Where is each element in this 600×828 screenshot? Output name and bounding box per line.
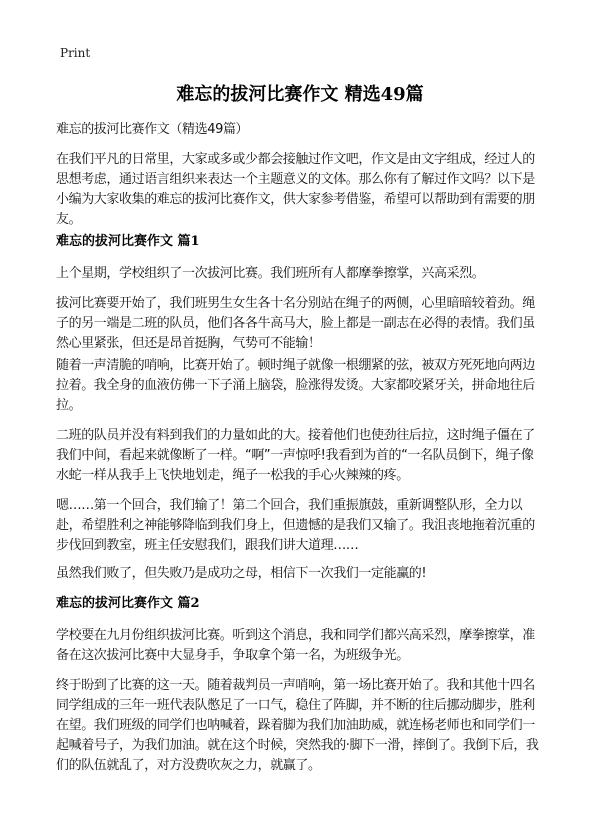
- paragraph: 二班的队员并没有料到我们的力量如此的大。接着他们也使劲往后拉，这时绳子僵在了我们中间，看起来就像断了一样。“啊”一声惊呼!我看到为首的“一名队员倒下，绳子像水蛇一样从我手上飞快地划走，绳子一松我的手心火辣辣的疼。: [56, 428, 535, 483]
- paragraph: 随着一声清脆的哨响，比赛开始了。顿时绳子就像一根绷紧的弦，被双方死死地向两边拉着。我全身的血液仿佛一下子涌上脑袋，脸涨得发烫。大家都咬紧牙关，拼命地往后拉。: [56, 358, 535, 413]
- paragraph: 虽然我们败了，但失败乃是成功之母，相信下一次我们一定能赢的!: [56, 566, 427, 581]
- intro-paragraph: 在我们平凡的日常里，大家或多或少都会接触过作文吧，作文是由文字组成，经过人的思想考虑，通过语言组织来表达一个主题意义的文体。那么你有了解过作文吗？以下是小编为大家收集的难忘的拔河比赛作文，供大家参考借鉴，希望可以帮助到有需要的朋友。: [56, 152, 535, 227]
- print-link[interactable]: Print: [60, 46, 91, 60]
- page-title: 难忘的拔河比赛作文 精选49篇: [176, 84, 424, 105]
- section-heading-1: 难忘的拔河比赛作文 篇1: [56, 234, 200, 249]
- paragraph: 上个星期，学校组织了一次拔河比赛。我们班所有人都摩拳擦掌，兴高采烈。: [56, 266, 485, 281]
- paragraph: 拔河比赛要开始了，我们班男生女生各十名分别站在绳子的两侧，心里暗暗较着劲。绳子的另一端是二班的队员，他们各各牛高马大，脸上都是一副志在必得的表情。我们虽然心里紧张，但还是昂首挺胸，气势可不能输！: [56, 296, 535, 351]
- section-heading-2: 难忘的拔河比赛作文 篇2: [56, 596, 200, 611]
- paragraph: 嗯……第一个回合，我们输了！第二个回合，我们重振旗鼓，重新调整队形，全力以赴，希望胜利之神能够降临到我们身上，但遗憾的是我们又输了。我沮丧地拖着沉重的步伐回到教室，班主任安慰我们，跟我们讲大道理……: [56, 498, 535, 553]
- paragraph: 终于盼到了比赛的这一天。随着裁判员一声哨响，第一场比赛开始了。我和其他十四名同学组成的三年一班代表队憋足了一口气，稳住了阵脚，并不断的往后挪动脚步，胜利在望。我们班级的同学们也呐喊着，跺着脚为我们加油助威，就连杨老师也和同学们一起喊着号子，为我们加油。就在这个时候，突然我的·脚下一滑，摔倒了。我倒下后，我们的队伍就乱了，对方没费吹灰之力，就赢了。: [56, 678, 539, 773]
- paragraph: 学校要在九月份组织拔河比赛。听到这个消息，我和同学们都兴高采烈，摩拳擦掌，准备在这次拔河比赛中大显身手，争取拿个第一名，为班级争光。: [56, 628, 535, 663]
- subtitle: 难忘的拔河比赛作文（精选49篇）: [56, 122, 249, 137]
